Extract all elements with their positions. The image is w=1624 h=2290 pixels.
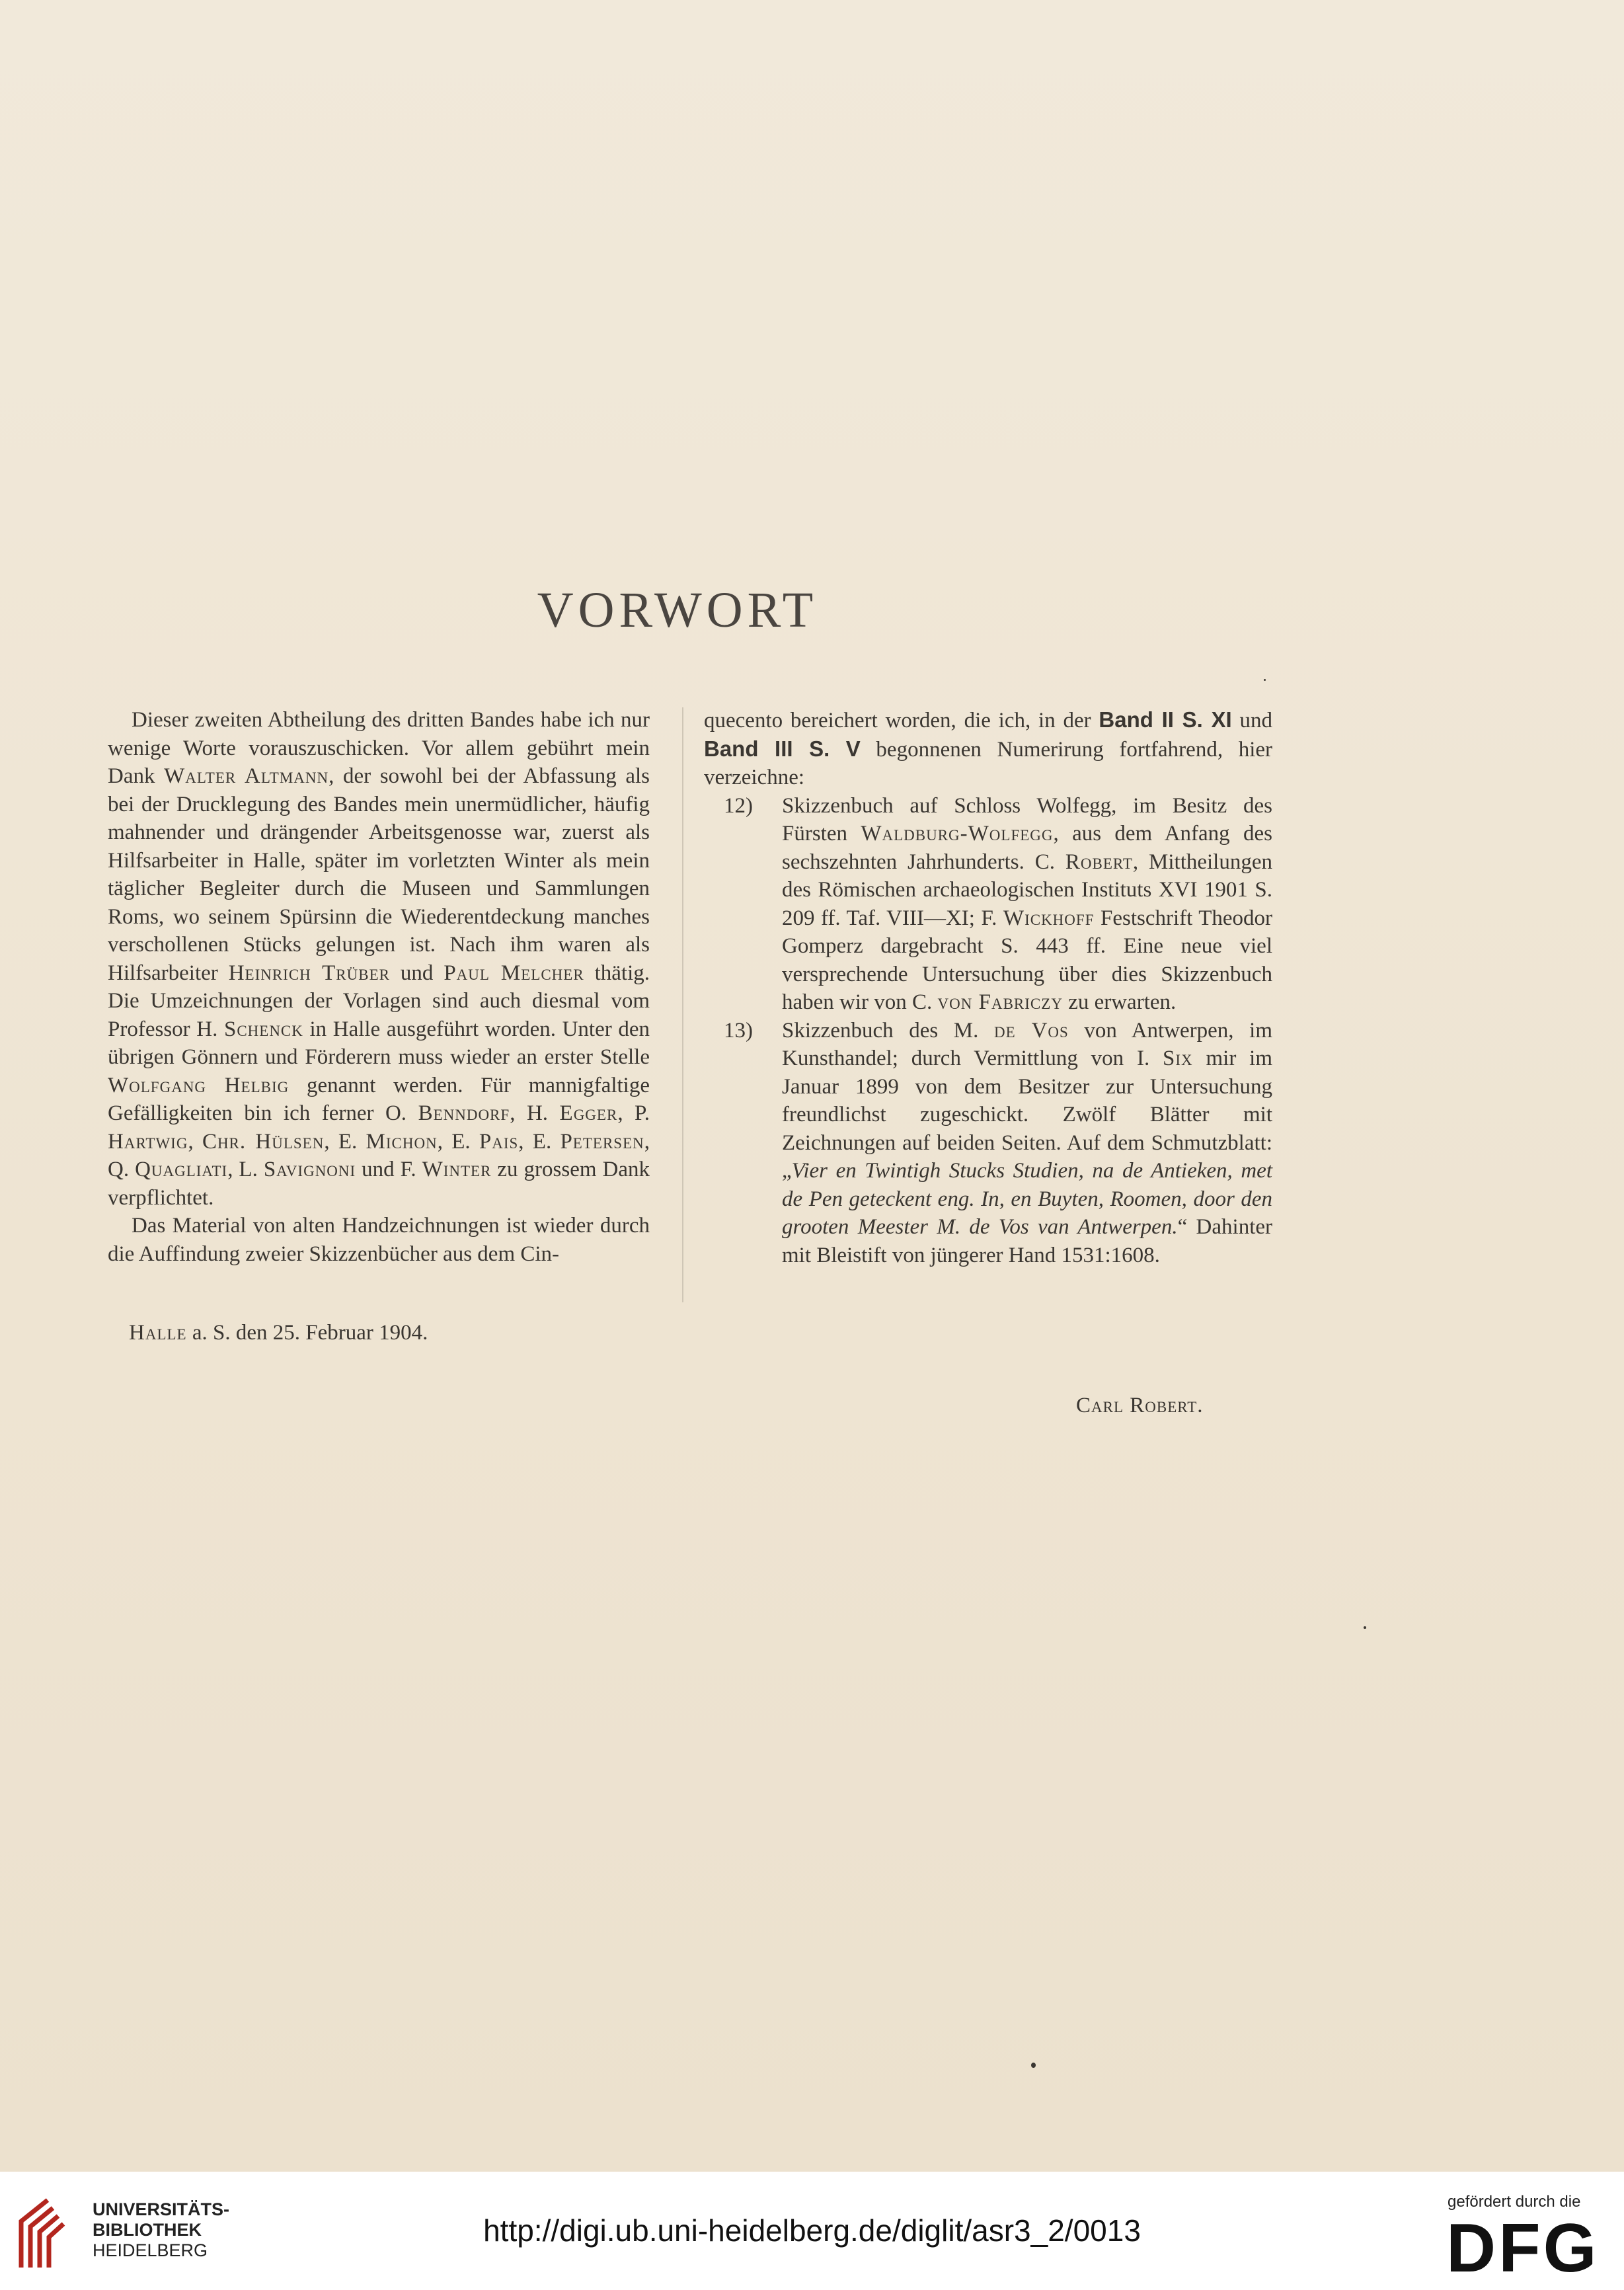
text-bold: Band II S. XI xyxy=(1099,707,1232,732)
text-bold: Band III S. V xyxy=(704,736,861,761)
signature: Carl Robert. xyxy=(1076,1394,1204,1417)
text-run: , P. xyxy=(617,1101,650,1125)
library-name-line: HEIDELBERG xyxy=(93,2240,208,2260)
text-sc: Michon xyxy=(366,1129,438,1154)
text-run: Das Material von alten Handzeichnungen ist wieder durch die Auffindung zweier Skizzenbücher aus dem Cin- xyxy=(108,1214,650,1266)
left-column xyxy=(108,706,650,1268)
text-sc: Wolfgang Helbig xyxy=(108,1073,290,1097)
text-run: , Q. xyxy=(108,1129,650,1181)
text-run: mir im Januar 1899 von dem Besitzer zur Untersuchung freundlichst zugeschickt. Zwölf Blätter mit Zeichnungen auf beiden Seiten. Auf dem Schmutzblatt: „ xyxy=(782,1046,1272,1183)
library-name-line: UNIVERSITÄTS- xyxy=(93,2199,230,2219)
text-sc: Savignoni xyxy=(263,1158,356,1181)
text-run: , aus dem Anfang des sechszehnten Jahrhunderts. C. xyxy=(782,822,1272,874)
paragraph xyxy=(704,706,1272,792)
paragraph xyxy=(108,706,650,1212)
text-sc: Walter Altmann xyxy=(164,764,329,788)
list-item xyxy=(704,792,1272,1017)
text-sc: Wickhoff xyxy=(1003,906,1095,930)
text-run: und xyxy=(389,961,444,985)
text-run: in Halle ausgeführt worden. Unter den übrigen Gönnern und Förderern muss wieder an erster Stelle xyxy=(108,1017,650,1069)
text-sc: Robert xyxy=(1065,849,1133,874)
text-run: a. S. den 25. Februar 1904. xyxy=(186,1321,428,1345)
text-run: und F. xyxy=(356,1158,422,1181)
text-run: , L. xyxy=(227,1158,264,1181)
speck xyxy=(1364,1626,1366,1629)
page-title: VORWORT xyxy=(537,582,818,638)
text-it: Vier en Twintigh Stucks Studien, na de Antieken, met de Pen geteckent eng. In, en Buyten, Roomen, door den grooten Meester M. de Vos van Antwerpen. xyxy=(782,1159,1272,1239)
text-sc: Egger xyxy=(559,1101,618,1125)
library-name-line: BIBLIOTHEK xyxy=(93,2220,202,2240)
date-line xyxy=(129,1321,428,1345)
text-sc: Hartwig xyxy=(108,1129,188,1154)
text-run: Skizzenbuch auf Schloss Wolfegg, im Besitz des Fürsten xyxy=(782,793,1272,846)
text-run: von Antwerpen, im Kunsthandel; durch Vermittlung von I. xyxy=(782,1018,1272,1070)
text-sc: Heinrich Trüber xyxy=(228,961,390,985)
text-sc: Schenck xyxy=(223,1017,303,1041)
text-run: Dieser zweiten Abtheilung des dritten Bandes habe ich nur wenige Worte vorauszuschicken. Vor allem gebührt mein Dank xyxy=(108,708,650,788)
text-run: “ Dahinter mit Bleistift von jüngerer Hand 1531:1608. xyxy=(782,1215,1273,1267)
text-run: zu grossem Dank verpflichtet. xyxy=(108,1158,650,1210)
text-sc: Winter xyxy=(422,1158,492,1181)
text-run: , H. xyxy=(510,1101,560,1125)
text-run: , der sowohl bei der Abfassung als bei der Drucklegung des Bandes mein unermüdlicher, häufig mahnender und drängender Arbeitsgenosse war, zuerst als Hilfsarbeiter in Halle, später im vorletzten Winter als mein täglicher Begleiter durch die Museen und Sammlungen Roms, wo seinem Spürsinn die Wiederentdeckung manches verschollenen Stücks gelungen ist. Nach ihm waren als Hilfsarbeiter xyxy=(108,764,650,985)
list-item-number: 13) xyxy=(724,1018,753,1043)
text-run: , E. xyxy=(324,1129,366,1154)
text-run: begonnenen Numerirung fortfahrend, hier verzeichne: xyxy=(704,737,1272,789)
list-item-text xyxy=(782,1019,1272,1267)
text-sc: Six xyxy=(1163,1046,1193,1070)
list-item-number: 12) xyxy=(724,793,753,818)
list-item xyxy=(704,1017,1272,1270)
text-run: , E. xyxy=(437,1129,479,1154)
text-run: , Mittheilungen des Römischen archaeologischen Instituts XVI 1901 S. 209 ff. Taf. VIII—XI; F. xyxy=(782,849,1272,930)
text-sc: Benndorf xyxy=(418,1101,510,1125)
text-sc: Petersen xyxy=(560,1129,644,1154)
list-item-text xyxy=(782,794,1272,1015)
text-sc: Chr. Hülsen xyxy=(202,1129,325,1154)
speck xyxy=(1031,2063,1036,2068)
text-run: , xyxy=(188,1129,202,1154)
text-sc: von Fabriczy xyxy=(937,990,1063,1014)
text-run: thätig. Die Umzeichnungen der Vorlagen sind auch diesmal vom Professor H. xyxy=(108,961,650,1041)
footer-bar xyxy=(0,2172,1624,2290)
paragraph xyxy=(108,1212,650,1268)
text-run: zu erwarten. xyxy=(1062,990,1177,1014)
text-sc: Halle xyxy=(129,1321,187,1345)
right-column xyxy=(704,706,1272,1269)
permalink-url[interactable]: http://digi.ub.uni-heidelberg.de/diglit/asr3_2/0013 xyxy=(483,2213,1141,2248)
text-run: Skizzenbuch des M. xyxy=(782,1018,994,1043)
text-sc: Paul Melcher xyxy=(444,961,584,985)
text-run: quecento bereichert worden, die ich, in der xyxy=(704,709,1099,732)
dfg-logo: DFG xyxy=(1446,2210,1600,2287)
text-sc: Waldburg-Wolfegg xyxy=(861,822,1054,846)
text-sc: Quagliati xyxy=(135,1158,228,1181)
text-run: , E. xyxy=(518,1129,561,1154)
text-run: und xyxy=(1231,709,1273,732)
text-run: genannt werden. Für mannigfaltige Gefälligkeiten bin ich ferner O. xyxy=(108,1073,650,1125)
funder-caption: gefördert durch die xyxy=(1448,2193,1581,2211)
speck xyxy=(1264,679,1266,681)
column-divider xyxy=(682,707,683,1302)
text-run: Festschrift Theodor Gomperz dargebracht S. 443 ff. Eine neue viel versprechende Untersuchung über dies Skizzenbuch haben wir von C. xyxy=(782,906,1272,1014)
text-sc: de Vos xyxy=(993,1018,1069,1043)
text-sc: Pais xyxy=(479,1129,519,1154)
